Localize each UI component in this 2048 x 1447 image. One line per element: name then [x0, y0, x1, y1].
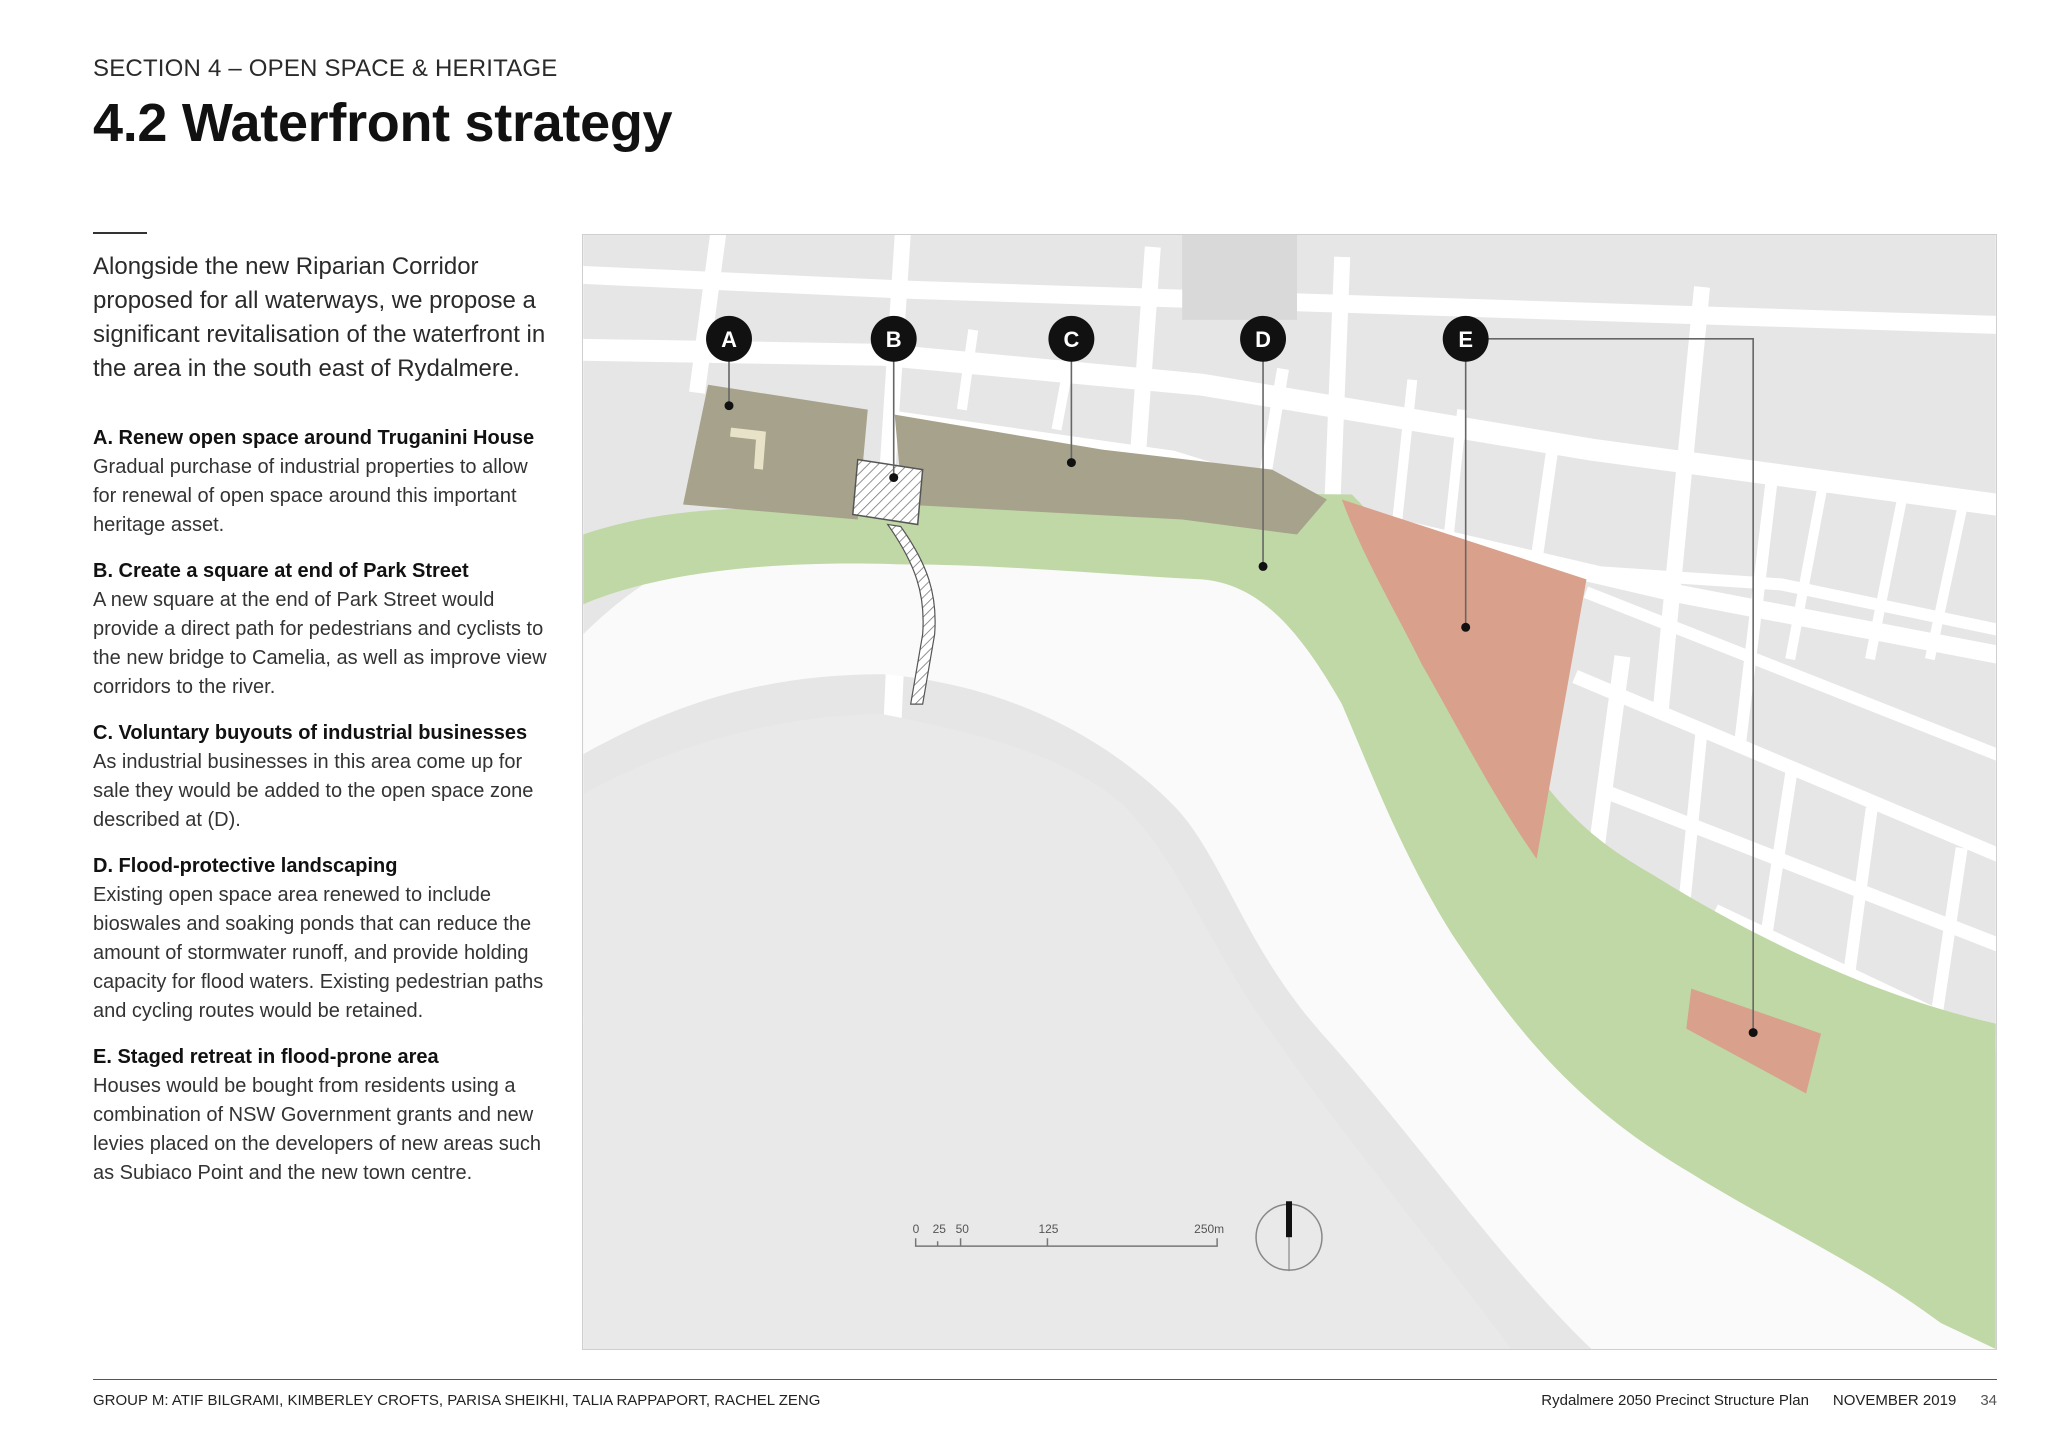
marker-label: E: [1458, 326, 1474, 352]
waterfront-map: [582, 234, 1997, 1350]
strategy-item-c: [93, 719, 553, 835]
strategy-item-e: [93, 1043, 553, 1188]
accent-rule: [93, 232, 147, 234]
scale-label: 250m: [1194, 1222, 1225, 1237]
marker-c: [1048, 316, 1094, 362]
scale-label: 0: [912, 1222, 920, 1237]
footer-rule: [93, 1379, 1997, 1380]
marker-label: D: [1255, 326, 1271, 352]
strategy-item-b: [93, 557, 553, 702]
strategy-item-title: B. Create a square at end of Park Street: [93, 560, 469, 582]
intro-paragraph: Alongside the new Riparian Corridor proposed for all waterways, we propose a significant revitalisation of the waterfront in the area in the south east of Rydalmere.: [93, 253, 546, 382]
strategy-item-title: C. Voluntary buyouts of industrial businesses: [93, 722, 528, 744]
marker-b: [871, 316, 917, 362]
page-title: 4.2 Waterfront strategy: [93, 93, 673, 153]
scale-label: 125: [1038, 1222, 1059, 1237]
strategy-item-title: A. Renew open space around Truganini House: [93, 427, 535, 449]
scale-label: 50: [955, 1222, 969, 1237]
footer-authors: GROUP M: ATIF BILGRAMI, KIMBERLEY CROFTS, PARISA SHEIKHI, TALIA RAPPAPORT, RACHEL ZENG: [93, 1392, 821, 1409]
marker-e: [1443, 316, 1489, 362]
strategy-item-body: A new square at the end of Park Street would provide a direct path for pedestrians and cyclists to the new bridge to Camelia, as well as improve view corridors to the river.: [93, 589, 547, 698]
marker-label: A: [721, 326, 737, 352]
footer-doc-title: Rydalmere 2050 Precinct Structure Plan: [1541, 1392, 1809, 1409]
marker-d: [1240, 316, 1286, 362]
footer-meta: [1541, 1392, 1997, 1409]
strategy-list: [93, 424, 553, 1205]
strategy-item-title: D. Flood-protective landscaping: [93, 855, 398, 877]
strategy-item-body: Gradual purchase of industrial properties to allow for renewal of open space around this important heritage asset.: [93, 456, 528, 536]
strategy-item-d: [93, 852, 553, 1026]
strategy-item-body: Existing open space area renewed to include bioswales and soaking ponds that can reduce the amount of stormwater runoff, and provide holding capacity for flood waters. Existing pedestrian paths and cycling routes would be retained.: [93, 884, 544, 1022]
page-number: 34: [1980, 1392, 1997, 1409]
footer-date: NOVEMBER 2019: [1832, 1392, 1957, 1409]
strategy-item-body: Houses would be bought from residents using a combination of NSW Government grants and new levies placed on the developers of new areas such as Subiaco Point and the new town centre.: [93, 1075, 542, 1184]
section-label: SECTION 4 – OPEN SPACE & HERITAGE: [93, 55, 558, 82]
marker-a: [706, 316, 752, 362]
strategy-item-a: [93, 424, 553, 540]
zone-b-square: [853, 460, 923, 525]
scale-label: 25: [932, 1222, 946, 1237]
shaded-block: [1182, 235, 1297, 320]
strategy-item-body: As industrial businesses in this area come up for sale they would be added to the open space zone described at (D).: [93, 751, 534, 831]
marker-label: C: [1063, 326, 1080, 352]
marker-label: B: [885, 326, 902, 352]
strategy-item-title: E. Staged retreat in flood-prone area: [93, 1046, 439, 1068]
